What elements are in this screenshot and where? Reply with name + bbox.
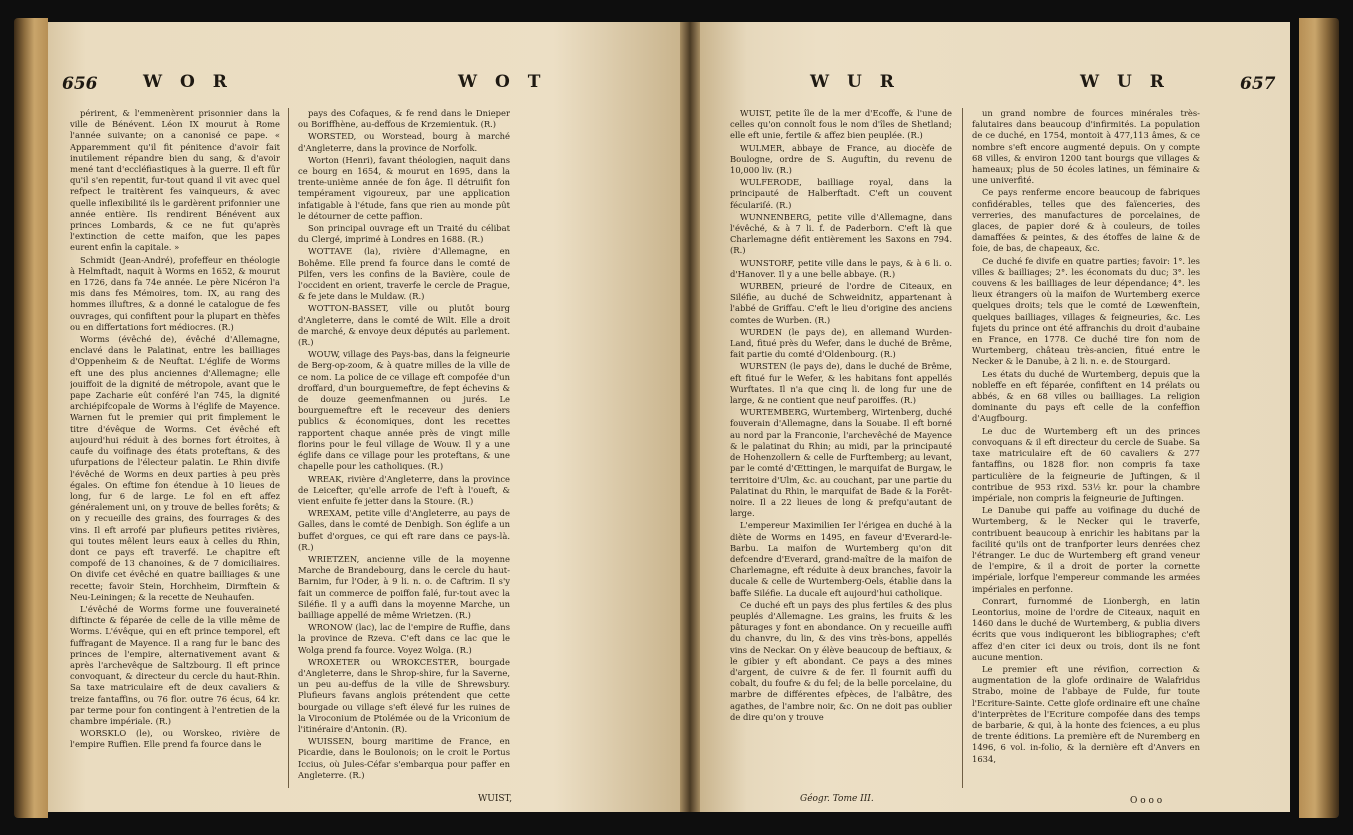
paragraph: Le Danube qui paffe au voifinage du duché de Wurtemberg, & le Necker qui le traverfe, contribuent beaucoup à enrichir les habitans par la facilité qu'ils ont de tranfporter leurs denrées chez l'étranger. Le duc de Wurtemberg eft grand veneur de l'empire, & il a droit de porter la cornette impériale, lorfque l'empereur commande les armées impériales en perfonne. [972,505,1200,594]
running-head-left-2: W O T [458,72,547,92]
right-page [700,22,1290,812]
paragraph: Le duc de Wurtemberg eft un des princes convoquans & il eft directeur du cercle de Suabe. Sa taxe matriculaire eft de 60 cavaliers & 277 fantaffins, ou 1828 flor. non compris fa taxe particulière de la feigneurie de Juftingen, & il contribue de 953 rixd. 53½ kr. pour la chambre impériale, non compris la feigneurie de Juftingen. [972,425,1200,503]
paragraph: Ce duché fe divife en quatre parties; favoir: 1°. les villes & bailliages; 2°. les économats du duc; 3°. les couvens & les bailliages de leur dépendance; 4°. les lieux étrangers où la maifon de Wurtemberg exerce quelques droits; tels que le comté de Lœwenftein, quelques bailliages, villages & feigneuries, &c. Les fujets du prince ont été affranchis du droit d'aubaine en France, en 1778. Ce duché tire fon nom de Wurtemberg, château très-ancien, fitué entre le Necker & le Danube, à 2 li. n. e. de Stourgard. [972,255,1200,367]
paragraph: WORSTED, ou Worstead, bourg à marché d'Angleterre, dans la province de Norfolk. [298,131,510,153]
page-number-right: 657 [1240,74,1276,94]
running-head-right-1: W U R [810,72,900,92]
paragraph: WURDEN (le pays de), en allemand Wurden-Land, fitué près du Wefer, dans le duché de Brême, fait partie du comté d'Oldenbourg. (R.) [730,326,952,360]
paragraph: Ce pays renferme encore beaucoup de fabriques confidérables, telles que des faïenceries, des verreries, des manufactures de porcelaines, de glaces, de papier doré & à couleurs, de toiles damaffées & peintes, & des étoffes de laine & de foie, de bas, de chapeaux, &c. [972,187,1200,254]
signature-mark: O o o o [1130,796,1163,806]
left-page [48,22,680,812]
left-column-1 [70,108,280,798]
paragraph: Worms (évêché de), évêché d'Allemagne, enclavé dans le Palatinat, entre les bailliages d'Oppenheim & de Neuftat. L'églife de Worms eft une des plus anciennes d'Allemagne; elle jouiffoit de la dignité de métropole, avant que le pape Zacharie eût conféré l'an 745, la dignité archiépifcopale de Worms à l'églife de Mayence. Warnen fut le premier qui prit fimplement le titre d'évêque de Worms. Cet évêché eft aujourd'hui réduit à des bornes fort étroites, à caufe du voifinage des états proteftans, & des ufurpations de l'électeur palatin. Le Rhin divife l'évêché de Worms en deux parties à peu près égales. On eftime fon étendue à 10 lieues de long, fur 6 de large. Le fol en eft affez généralement uni, on y trouve de belles forêts; & on y recueille des grains, des fourrages & des vins. Il eft arrofé par plufieurs petites rivières, qui toutes mêlent leurs eaux à celles du Rhin, dont ce pays eft traverfé. Le chapitre eft compofé de 13 chanoines, & de 7 domiciliaires. On divife cet évêché en quatre bailliages & une recette; favoir Stein, Horchheim, Dirmftein & Neu-Leiningen; & la recette de Neuhaufen. [70,334,280,602]
paragraph: WULMER, abbaye de France, au diocèfe de Boulogne, ordre de S. Auguftin, du revenu de 10,000 liv. (R.) [730,142,952,176]
paragraph: Le premier eft une révifion, correction & augmentation de la glofe ordinaire de Walafridus Strabo, moine de l'abbaye de Fulde, fur toute l'Ecriture-Sainte. Cette glofe ordinaire eft une chaîne d'interprètes de l'Ecriture compofée dans des temps de barbarie, & qui, à la honte des fciences, a eu plus de trente éditions. La première eft de Nuremberg en 1496, 6 vol. in-folio, & la dernière eft d'Anvers en 1634, [972,663,1200,764]
paragraph: Conrart, furnommé de Lionbergh, en latin Leontorius, moine de l'ordre de Citeaux, naquit en 1460 dans le duché de Wurtemberg, & publia divers écrits que vous indiqueront les bibliographes; c'eft affez d'en citer ici deux ou trois, dont ils ne font aucune mention. [972,595,1200,662]
paragraph: WOUW, village des Pays-bas, dans la feigneurie de Berg-op-zoom, & à quatre milles de la ville de ce nom. La police de ce village eft compofée d'un droffard, d'un bourguemeftre, de fept échevins & de douze geemenfmannen ou jurés. Le bourguemeftre eft le receveur des deniers publics & économiques, dont les recettes rapportent chaque année près de vingt mille florins pour le feul village de Wouw. Il y a une églife dans ce village pour les proteftans, & une chapelle pour les catholiques. (R.) [298,349,510,472]
left-page-edges [14,18,48,818]
paragraph: WURSTEN (le pays de), dans le duché de Brême, eft fitué fur le Wefer, & les habitans font appellés Wurftates. Il n'a que cinq li. de long fur une de large, & ne contient que neuf paroiffes. (R.) [730,361,952,406]
running-head-left-1: W O R [143,72,233,92]
paragraph: WUNSTORF, petite ville dans le pays, & à 6 li. o. d'Hanover. Il y a une belle abbaye. (R.) [730,257,952,279]
paragraph: WREAK, rivière d'Angleterre, dans la province de Leicefter, qu'elle arrofe de l'eft à l'oueft, & vient enfuite fe jetter dans la Stoure. (R.) [298,473,510,506]
right-column-1 [730,108,952,798]
paragraph: WRONOW (lac), lac de l'empire de Ruffie, dans la province de Rzeva. C'eft dans ce lac que le Wolga prend fa fource. Voyez Wolga. (R.) [298,622,510,655]
paragraph: WUIST, petite île de la mer d'Ecoffe, & l'une de celles qu'on connoît fous le nom d'îles de Shetland; elle eft unie, fertile & affez bien peuplée. (R.) [730,108,952,141]
paragraph: WROXETER ou WROKCESTER, bourgade d'Angleterre, dans le Shrop-shire, fur la Saverne, un peu au-deffus de la ville de Shrewsbury. Plufieurs favans anglois prétendent que cette bourgade ou village s'eft élevé fur les ruines de la Viroconium de Ptolémée ou de la Vriconium de l'itinéraire d'Antonin. (R). [298,656,510,734]
footer-signature-line: Géogr. Tome III. [800,794,874,804]
paragraph: périrent, & l'emmenèrent prisonnier dans la ville de Bénévent. Léon IX mourut à Rome l'année suivante; on a canonisé ce pape. « Apparemment qu'il fit pénitence d'avoir fait inutilement répandre bien du sang, & d'avoir mené tant d'eccléfiastiques à la guerre. Il eft fûr qu'il s'en repentit, fur-tout quand il vit avec quel refpect le traitèrent fes vainqueurs, & avec quelle inflexibilité ils le gardèrent prifonnier une année entière. Ils rendirent Bénévent aux princes Lombards, & ce ne fut qu'après l'extinction de cette maifon, que les papes eurent enfin la capitale. » [70,108,280,253]
running-head-right-2: W U R [1080,72,1170,92]
paragraph: WURTEMBERG, Wurtemberg, Wirtenberg, duché fouverain d'Allemagne, dans la Souabe. Il eft borné au nord par la Franconie, l'archevêché de Mayence & le palatinat du Rhin; au midi, par la principauté de Hohenzollern & celle de Furftemberg; au levant, par le comté d'Œttingen, le marquifat de Burgaw, le territoire d'Ulm, &c. au couchant, par une partie du Palatinat du Rhin, le marquifat de Bade & la Forêt-noire. Il a 22 lieues de long & prefqu'autant de large. [730,407,952,519]
page-number-left: 656 [62,74,98,94]
left-column-2 [298,108,510,798]
paragraph: WOTTAVE (la), rivière d'Allemagne, en Bohême. Elle prend fa fource dans le comté de Pilfen, vers les confins de la Bavière, coule de l'occident en orient, traverfe le cercle de Prague, & fe jete dans le Muldaw. (R.) [298,246,510,302]
paragraph: un grand nombre de fources minérales très-falutaires dans beaucoup d'infirmités. La population de ce duché, en 1754, montoit à 477,113 âmes, & ce nombre s'eft encore augmenté depuis. On y compte 68 villes, & environ 1200 tant bourgs que villages & hameaux; plus de 50 écoles latines, un féminaire & une univerfité. [972,108,1200,186]
paragraph: Schmidt (Jean-André), profeffeur en théologie à Helmftadt, naquit à Worms en 1652, & mourut en 1726, dans fa 74e année. Le père Nicéron l'a mis dans fes Mémoires, tom. IX, au rang des hommes illuftres, & a donné le catalogue de fes ouvrages, qui confiftent pour la plupart en thèfes ou en differtations fort médiocres. (R.) [70,254,280,332]
book-gutter [680,22,700,812]
column-rule [962,108,963,788]
paragraph: WUISSEN, bourg maritime de France, en Picardie, dans le Boulonois; on le croit le Portus Iccius, où Jules-Céfar s'embarqua pour paffer en Angleterre. (R.) [298,736,510,780]
paragraph: WURBEN, prieuré de l'ordre de Citeaux, en Siléfie, au duché de Schweidnitz, appartenant à l'abbé de Griffau. C'eft le lieu d'origine des anciens comtes de Wurben. (R.) [730,281,952,325]
right-column-2 [972,108,1200,798]
catchword: WUIST, [478,794,513,804]
paragraph: Les états du duché de Wurtemberg, depuis que la nobleffe en eft féparée, confiftent en 14 prélats ou abbés, & en 68 villes ou bailliages. La religion dominante du pays eft celle de la confeffion d'Augfbourg. [972,368,1200,424]
paragraph: L'évêché de Worms forme une fouveraineté diftincte & féparée de celle de la ville même de Worms. L'évêque, qui en eft prince temporel, eft fuffragant de Mayence. Il a rang fur le banc des princes de l'empire, alternativement avant & après l'archevêque de Saltzbourg. Il eft prince convoquant, & directeur du cercle du haut-Rhin. Sa taxe matriculaire eft de deux cavaliers & treize fantaffins, ou 76 flor. outre 76 écus, 64 kr. par terme pour fon contingent à l'entretien de la chambre impériale. (R.) [70,603,280,726]
column-rule [288,108,289,788]
paragraph: Son principal ouvrage eft un Traité du célibat du Clergé, imprimé à Londres en 1688. (R.) [298,223,510,245]
paragraph: L'empereur Maximilien Ier l'érigea en duché à la diète de Worms en 1495, en faveur d'Everard-le-Barbu. La maifon de Wurtemberg qu'on dit defcendre d'Everard, grand-maître de la maifon de Charlemagne, eft réduite à deux branches, favoir la ducale & celle de Wurtemberg-Oels, établie dans la baffe Siléfie. La ducale eft aujourd'hui catholique. [730,520,952,598]
paragraph: WRIETZEN, ancienne ville de la moyenne Marche de Brandebourg, dans le cercle du haut-Barnim, fur l'Oder, à 9 li. n. o. de Caftrim. Il s'y fait un commerce de poiffon falé, fur-tout avec la Siléfie. Il y a auffi dans la moyenne Marche, un bailliage appellé de même Wrietzen. (R.) [298,553,510,620]
paragraph: pays des Cofaques, & fe rend dans le Dnieper ou Boriffhène, au-deffous de Krzemientuk. (R.) [298,108,510,130]
paragraph: WREXAM, petite ville d'Angleterre, au pays de Galles, dans le comté de Denbigh. Son églife a un buffet d'orgues, ce qui eft rare dans ce pays-là. (R.) [298,508,510,552]
paragraph: Worton (Henri), favant théologien, naquit dans ce bourg en 1654, & mourut en 1695, dans la trente-unième année de fon âge. Il détruifit fon tempérament vigoureux, par une application infatigable à l'étude, fans que rien au monde pût le détourner de cette paffion. [298,154,510,221]
paragraph: WUNNENBERG, petite ville d'Allemagne, dans l'évêché, & à 7 li. f. de Paderborn. C'eft là que Charlemagne défit entièrement les Saxons en 794. (R.) [730,211,952,256]
right-page-edges [1299,18,1339,818]
paragraph: Ce duché eft un pays des plus fertiles & des plus peuplés d'Allemagne. Les grains, les fruits & les pâturages y font en abondance. On y recueille auffi du chanvre, du lin, & des vins très-bons, appellés vins de Neckar. On y élève beaucoup de beftiaux, & le gibier y eft abondant. Ce pays a des mines d'argent, de cuivre & de fer. Il fournit auffi du cobalt, du foufre & du fel; de la belle porcelaine, du marbre de différentes efpèces, de l'albâtre, des agathes, de l'ambre noir, &c. On ne doit pas oublier de dire qu'on y trouve [730,599,952,722]
paragraph: WORSKLO (le), ou Worskeo, rivière de l'empire Ruffien. Elle prend fa fource dans le [70,728,280,750]
paragraph: WULFERODE, bailliage royal, dans la principauté de Halberftadt. C'eft un couvent féculariſé. (R.) [730,177,952,210]
paragraph: WOTTON-BASSET, ville ou plutôt bourg d'Angleterre, dans le comté de Wilt. Elle a droit de marché, & envoye deux députés au parlement. (R.) [298,303,510,348]
